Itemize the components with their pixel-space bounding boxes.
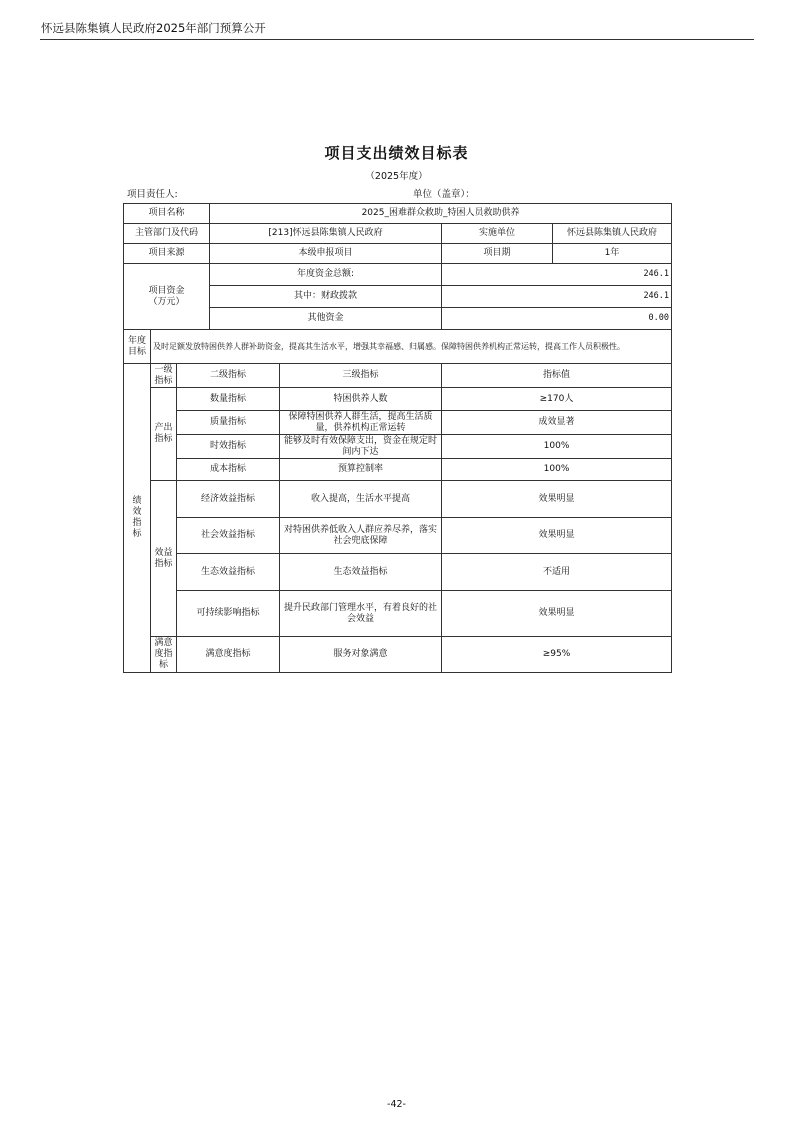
satisfaction-level2: 满意度指标 <box>177 637 280 673</box>
funds-finance-label: 其中：财政拨款 <box>210 286 442 308</box>
table-row <box>124 518 672 554</box>
output-level2: 数量指标 <box>177 388 280 411</box>
dept-value: [213]怀远县陈集镇人民政府 <box>210 224 442 244</box>
effect-indicators-label: 效益 指标 <box>151 481 177 637</box>
effect-level3: 生态效益指标 <box>280 554 442 591</box>
effect-value: 效果明显 <box>442 481 672 518</box>
row-source <box>124 244 672 264</box>
effect-level3: 提升民政部门管理水平，有着良好的社会效益 <box>280 591 442 637</box>
funds-other-label: 其他资金 <box>210 308 442 330</box>
table-row <box>124 459 672 481</box>
output-value: ≥170人 <box>442 388 672 411</box>
source-value: 本级申报项目 <box>210 244 442 264</box>
funds-finance-value: 246.1 <box>442 286 672 308</box>
impl-label: 实施单位 <box>442 224 553 244</box>
header-rule <box>40 39 754 40</box>
period-value: 1年 <box>553 244 672 264</box>
funds-total-label: 年度资金总额: <box>210 264 442 286</box>
table-row <box>124 388 672 411</box>
period-label: 项目期 <box>442 244 553 264</box>
output-value: 100% <box>442 459 672 481</box>
project-name-value: 2025_困难群众救助_特困人员救助供养 <box>210 204 672 224</box>
output-value: 成效显著 <box>442 411 672 435</box>
satisfaction-level3: 服务对象满意 <box>280 637 442 673</box>
year-label: （2025年度） <box>365 171 428 182</box>
table-row <box>124 637 672 673</box>
funds-label: 项目资金 （万元） <box>124 264 210 330</box>
header-level2: 二级指标 <box>177 364 280 388</box>
funds-total-value: 246.1 <box>442 264 672 286</box>
performance-table <box>123 203 672 673</box>
row-project-name <box>124 204 672 224</box>
satisfaction-indicators-label: 满意 度指 标 <box>151 637 177 673</box>
effect-level3: 对特困供养低收入人群应养尽养，落实社会兜底保障 <box>280 518 442 554</box>
effect-level3: 收入提高，生活水平提高 <box>280 481 442 518</box>
page-header: 怀远县陈集镇人民政府2025年部门预算公开 <box>41 21 266 35</box>
row-funds-total <box>124 264 672 286</box>
effect-value: 效果明显 <box>442 518 672 554</box>
output-level2: 成本指标 <box>177 459 280 481</box>
table-row <box>124 591 672 637</box>
funds-other-value: 0.00 <box>442 308 672 330</box>
page-title: 项目支出绩效目标表 <box>324 144 469 162</box>
header-level1: 一级 指标 <box>151 364 177 388</box>
output-value: 100% <box>442 435 672 459</box>
perf-indicators-label: 绩 效 指 标 <box>124 364 151 673</box>
output-level3: 预算控制率 <box>280 459 442 481</box>
effect-level2: 社会效益指标 <box>177 518 280 554</box>
project-name-label: 项目名称 <box>124 204 210 224</box>
output-level2: 质量指标 <box>177 411 280 435</box>
effect-level2: 生态效益指标 <box>177 554 280 591</box>
effect-value: 不适用 <box>442 554 672 591</box>
unit-label: 单位（盖章）： <box>413 189 475 200</box>
annual-goal-label: 年度 目标 <box>124 330 151 364</box>
output-level3: 特困供养人数 <box>280 388 442 411</box>
source-label: 项目来源 <box>124 244 210 264</box>
satisfaction-value: ≥95% <box>442 637 672 673</box>
header-value: 指标值 <box>442 364 672 388</box>
row-indicator-headers <box>124 364 672 388</box>
annual-goal-text: 及时足额发放特困供养人群补助资金，提高其生活水平，增强其幸福感、归属感。保障特困供养机构正常运转，提高工作人员积极性。 <box>151 330 672 364</box>
output-indicators-label: 产出 指标 <box>151 388 177 481</box>
table-row <box>124 435 672 459</box>
dept-label: 主管部门及代码 <box>124 224 210 244</box>
table-row <box>124 554 672 591</box>
effect-level2: 可持续影响指标 <box>177 591 280 637</box>
page-number: -42- <box>387 1099 406 1110</box>
output-level3: 保障特困供养人群生活，提高生活质量，供养机构正常运转 <box>280 411 442 435</box>
row-annual-goal <box>124 330 672 364</box>
table-row <box>124 411 672 435</box>
row-dept <box>124 224 672 244</box>
output-level3: 能够及时有效保障支出，资金在规定时间内下达 <box>280 435 442 459</box>
impl-value: 怀远县陈集镇人民政府 <box>553 224 672 244</box>
output-level2: 时效指标 <box>177 435 280 459</box>
header-level3: 三级指标 <box>280 364 442 388</box>
responsible-label: 项目责任人: <box>127 189 178 200</box>
effect-level2: 经济效益指标 <box>177 481 280 518</box>
table-row <box>124 481 672 518</box>
effect-value: 效果明显 <box>442 591 672 637</box>
